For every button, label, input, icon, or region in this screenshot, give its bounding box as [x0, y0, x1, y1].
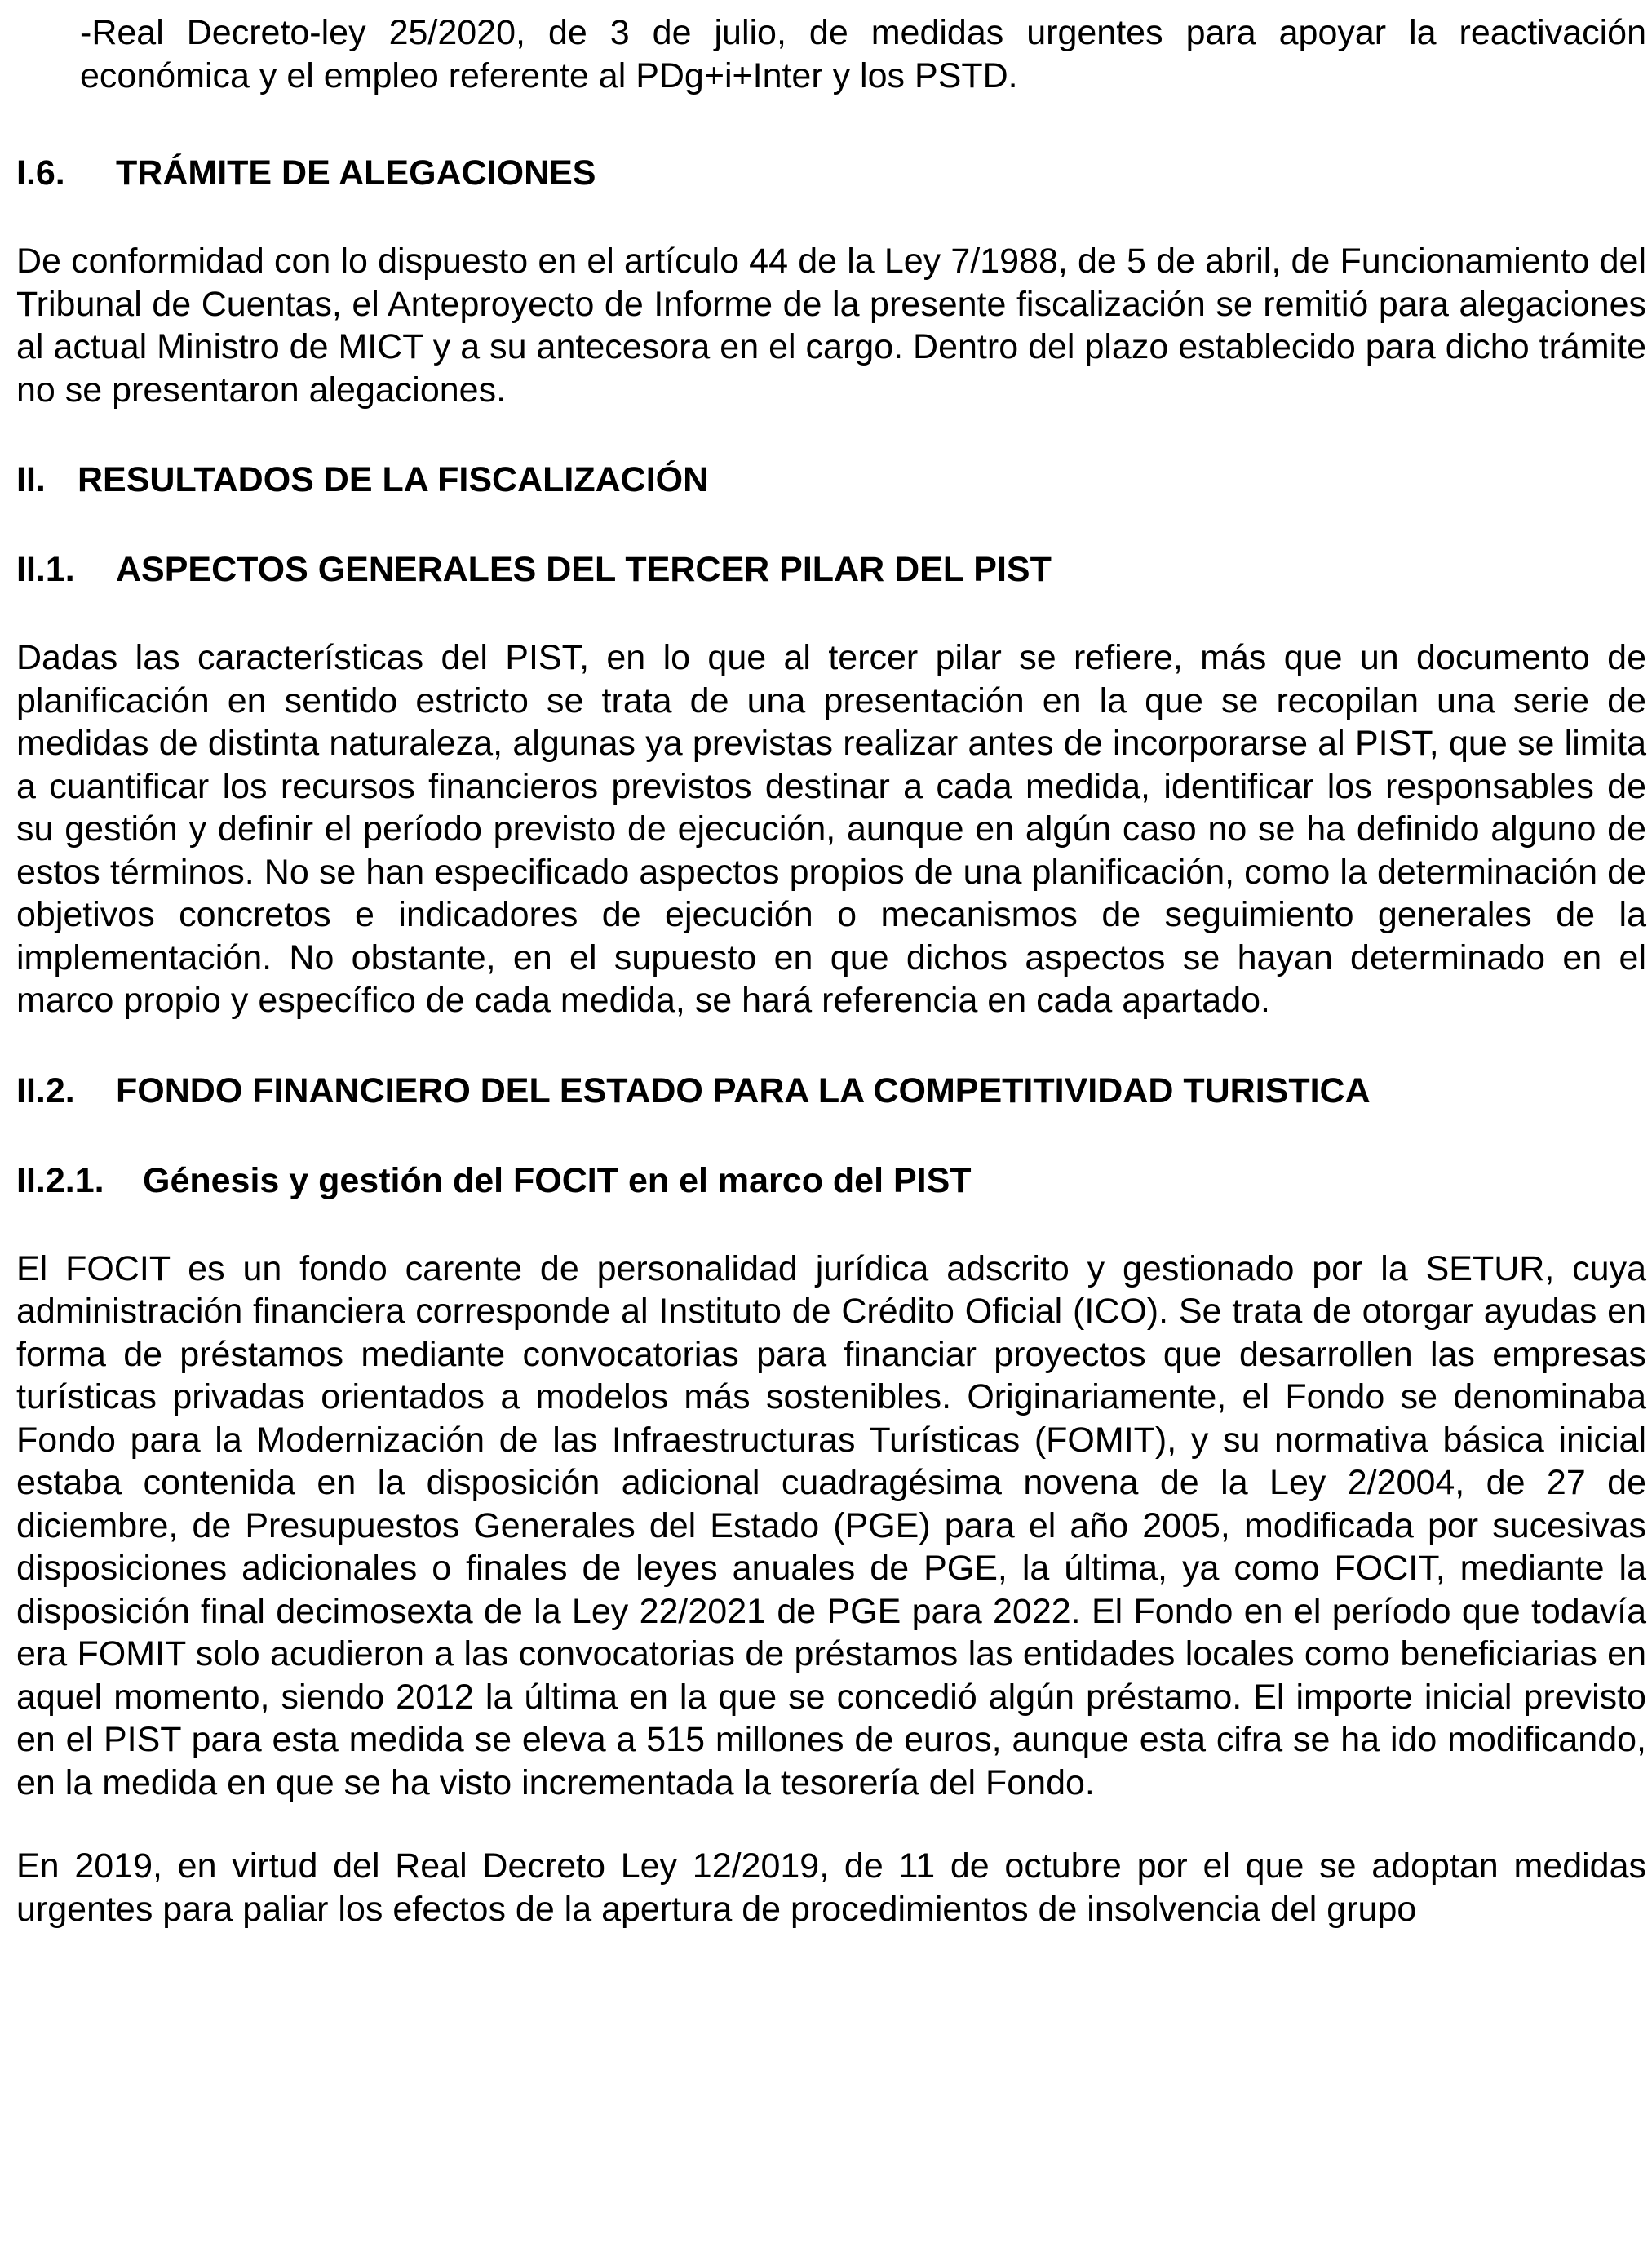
intro-list-item: -Real Decreto-ley 25/2020, de 3 de julio, de medidas urgentes para apoyar la reactivación económica y el empleo referente al PDg+i+Inter y los PSTD. — [80, 13, 1646, 95]
section-title: ASPECTOS GENERALES DEL TERCER PILAR DEL PIST — [116, 550, 1052, 589]
section-heading-i6 — [16, 152, 1646, 194]
paragraph-rdl-2019: En 2019, en virtud del Real Decreto Ley 12/2019, de 11 de octubre por el que se adoptan medidas urgentes para paliar los efectos de la apertura de procedimientos de insolvencia del grupo — [16, 1846, 1646, 1929]
section-title: FONDO FINANCIERO DEL ESTADO PARA LA COMPETITIVIDAD TURISTICA — [116, 1070, 1371, 1110]
section-title: RESULTADOS DE LA FISCALIZACIÓN — [78, 460, 709, 499]
section-heading-ii2 — [16, 1070, 1646, 1112]
section-number: II.2. — [16, 1070, 75, 1110]
section-heading-ii1 — [16, 548, 1646, 591]
section-number: II.2.1. — [16, 1160, 104, 1200]
paragraph-alegaciones: De conformidad con lo dispuesto en el artículo 44 de la Ley 7/1988, de 5 de abril, de Funcionamiento del Tribunal de Cuentas, el Anteproyecto de Informe de la presente fiscalización se remitió para alegaciones al actual Ministro de MICT y a su antecesora en el cargo. Dentro del plazo establecido para dicho trámite no se presentaron alegaciones. — [16, 242, 1646, 410]
section-number: II. — [16, 460, 46, 499]
section-title: TRÁMITE DE ALEGACIONES — [116, 153, 596, 193]
paragraph-aspectos-generales: Dadas las características del PIST, en lo que al tercer pilar se refiere, más que un documento de planificación en sentido estricto se trata de una presentación en la que se recopilan una serie de medidas de distinta naturaleza, algunas ya previstas realizar antes de incorporarse al PIST, que se limita a cuantificar los recursos financieros previstos destinar a cada medida, identificar los responsables de su gestión y definir el período previsto de ejecución, aunque en algún caso no se ha definido alguno de estos términos. No se han especificado aspectos propios de una planificación, como la determinación de objetivos concretos e indicadores de ejecución o mecanismos de seguimiento generales de la implementación. No obstante, en el supuesto en que dichos aspectos se hayan determinado en el marco propio y específico de cada medida, se hará referencia en cada apartado. — [16, 638, 1646, 1020]
section-heading-ii — [16, 459, 1646, 501]
section-heading-ii21 — [16, 1159, 1646, 1202]
document-page — [16, 5, 1646, 1930]
paragraph-focit: El FOCIT es un fondo carente de personalidad jurídica adscrito y gestionado por la SETUR, cuya administración financiera corresponde al Instituto de Crédito Oficial (ICO). Se trata de otorgar ayudas en forma de préstamos mediante convocatorias para financiar proyectos que desarrollen las empresas turísticas privadas orientados a modelos más sostenibles. Originariamente, el Fondo se denominaba Fondo para la Modernización de las Infraestructuras Turísticas (FOMIT), y su normativa básica inicial estaba contenida en la disposición adicional cuadragésima novena de la Ley 2/2004, de 27 de diciembre, de Presupuestos Generales del Estado (PGE) para el año 2005, modificada por sucesivas disposiciones adicionales o finales de leyes anuales de PGE, la última, ya como FOCIT, mediante la disposición final decimosexta de la Ley 22/2021 de PGE para 2022. El Fondo en el período que todavía era FOMIT solo acudieron a las convocatorias de préstamos las entidades locales como beneficiarias en aquel momento, siendo 2012 la última en la que se concedió algún préstamo. El importe inicial previsto en el PIST para esta medida se eleva a 515 millones de euros, aunque esta cifra se ha ido modificando, en la medida en que se ha visto incrementada la tesorería del Fondo. — [16, 1248, 1646, 1802]
section-number: II.1. — [16, 550, 75, 589]
section-title: Génesis y gestión del FOCIT en el marco del PIST — [143, 1160, 972, 1200]
section-number: I.6. — [16, 153, 65, 193]
